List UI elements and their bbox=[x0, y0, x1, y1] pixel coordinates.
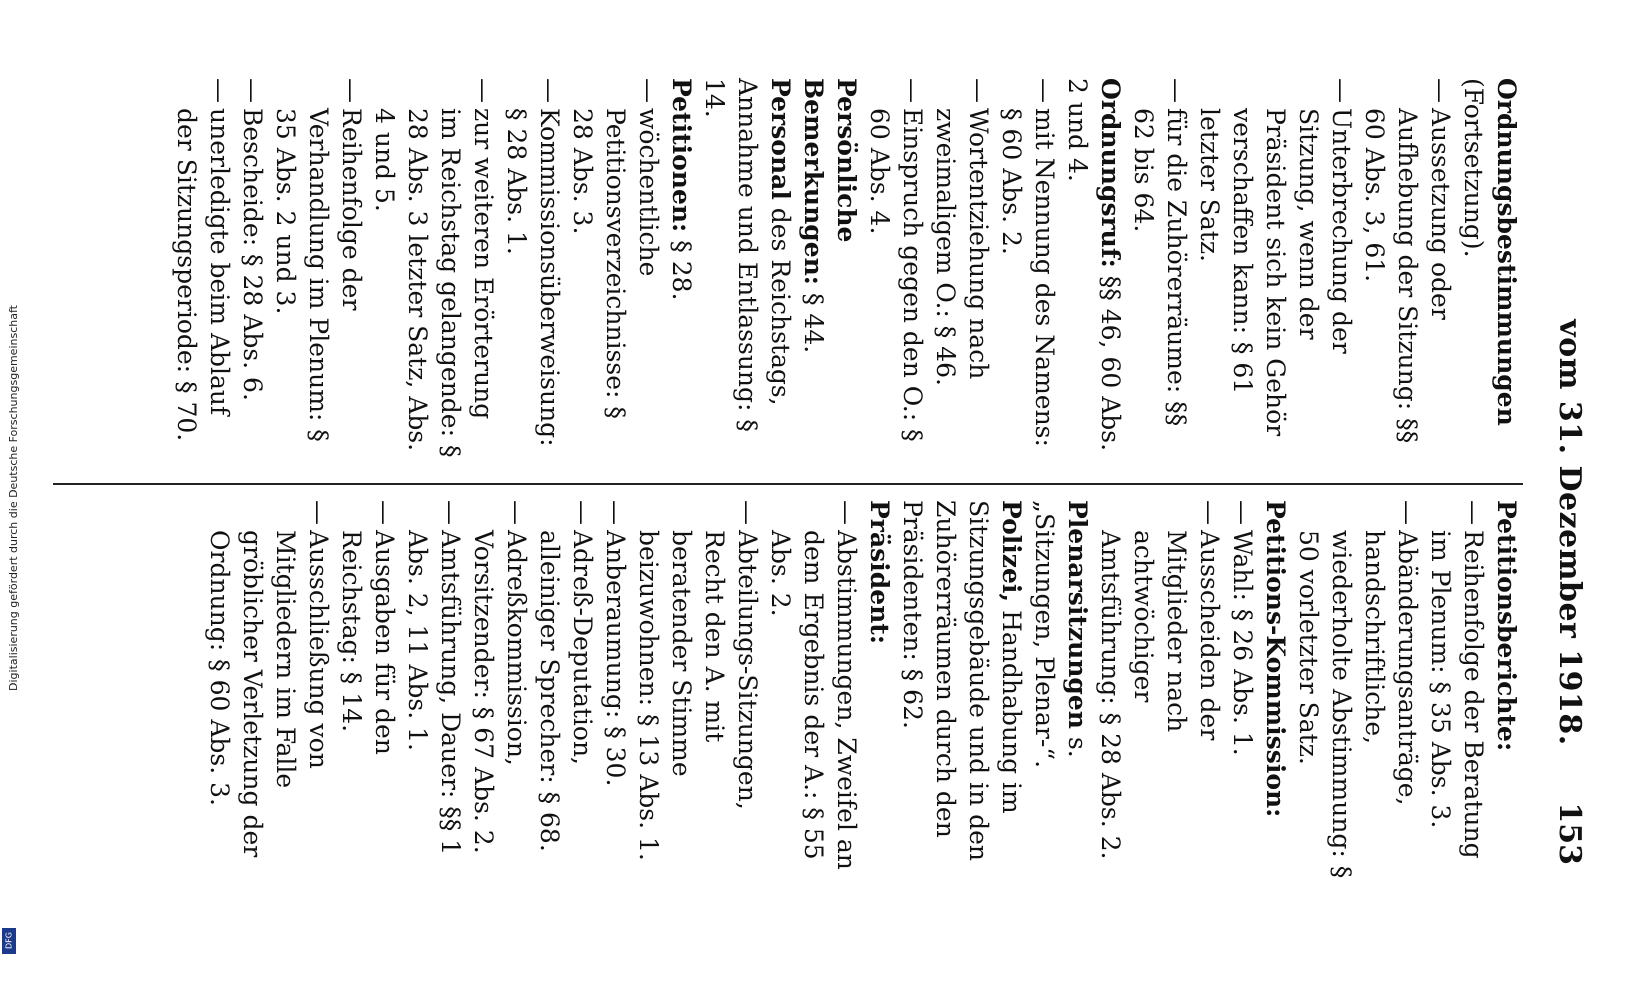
page-header bbox=[1547, 105, 1587, 960]
index-entry bbox=[1028, 500, 1094, 880]
sub-entry: — Anberaumung: § 30. bbox=[599, 500, 632, 880]
sub-entry: — Amtsführung, Dauer: §§ 1 Abs. 2, 11 Abs. 1. bbox=[401, 500, 467, 880]
sub-entry: — Abänderungsanträge, handschriftliche, wiederholte Abstimmung: § 50 vorletzter Satz. bbox=[1292, 500, 1424, 880]
sub-entry: — mit Nennung des Namens: § 60 Abs. 2. bbox=[995, 78, 1061, 458]
entry-text: s. „Sitzungen, Plenar-“. bbox=[1030, 500, 1092, 769]
entry-text: des Reichstags, Annahme und Entlassung: § 14. bbox=[700, 78, 795, 432]
entry-heading: Polizei, bbox=[997, 500, 1026, 603]
index-entry bbox=[1259, 500, 1292, 880]
entry-heading: Plenarsitzungen bbox=[1063, 500, 1092, 729]
index-entry bbox=[863, 500, 896, 880]
sub-entry: — Reihenfolge der Beratung im Plenum: § 35 Abs. 3. bbox=[1424, 500, 1490, 880]
entry-heading: Präsident: bbox=[865, 500, 894, 645]
index-entry bbox=[665, 78, 698, 458]
entry-text: § 44. bbox=[799, 292, 828, 354]
entry-heading: Petitionen: bbox=[667, 78, 696, 233]
index-entry bbox=[1490, 500, 1523, 880]
entry-heading: Ordnungsbestimmungen bbox=[1492, 78, 1521, 426]
entry-text: (Fortsetzung). bbox=[1459, 78, 1488, 258]
sub-entry: — Abteilungs-Sitzungen, Recht den A. mit beratender Stimme beizuwohnen: § 13 Abs. 1. bbox=[632, 500, 764, 880]
sub-entry: — wöchentliche Petitionsverzeichnisse: § 28 Abs. 3. bbox=[566, 78, 665, 458]
sub-entry: — Reihenfolge der Verhandlung im Plenum: § 35 Abs. 2 und 3. bbox=[269, 78, 368, 458]
sub-entry: — Ausschließung von Mitgliedern im Falle gröblicher Verletzung der Ordnung: § 60 Abs. 3. bbox=[203, 500, 335, 880]
sub-entry: — Ausgaben für den Reichstag: § 14. bbox=[335, 500, 401, 880]
index-entry bbox=[1061, 78, 1127, 458]
sub-entry: — unerledigte beim Ablauf der Sitzungsperiode: § 70. bbox=[170, 78, 236, 458]
sub-entry: — für die Zuhörerräume: §§ 62 bis 64. bbox=[1127, 78, 1193, 458]
entry-heading: Petitions-Kommission: bbox=[1261, 500, 1290, 818]
dfg-badge: DFG bbox=[2, 928, 16, 954]
index-entry bbox=[1457, 78, 1523, 458]
sub-entry: — Wortentziehung nach zweimaligem O.: § 46. bbox=[929, 78, 995, 458]
index-entry bbox=[896, 500, 1028, 880]
entry-heading: Petitionsberichte: bbox=[1492, 500, 1521, 752]
sub-entry: — Unterbrechung der Sitzung, wenn der Präsident sich kein Gehör verschaffen kann: § 61 letzter Satz. bbox=[1193, 78, 1358, 458]
page-number: 153 bbox=[1552, 802, 1587, 865]
index-entry bbox=[698, 78, 797, 458]
digitization-footer bbox=[0, 0, 18, 1000]
sub-entry: — zur weiteren Erörterung im Reichstag gelangende: § 28 Abs. 3 letzter Satz, Abs. 4 und 5. bbox=[368, 78, 500, 458]
entry-heading: Persönliche Bemerkungen: bbox=[799, 78, 861, 286]
entry-heading: Ordnungsruf: bbox=[1096, 78, 1125, 268]
column-divider bbox=[53, 483, 1523, 485]
sub-entry: — Abstimmungen, Zweifel an dem Ergebnis der A.: § 55 Abs. 2. bbox=[764, 500, 863, 880]
sub-entry: — Bescheide: § 28 Abs. 6. bbox=[236, 78, 269, 458]
digitization-note: Digitalisierung gefördert durch die Deutsche Forschungsgemeinschaft bbox=[7, 305, 20, 691]
header-date: vom 31. Dezember 1918. bbox=[1552, 319, 1587, 746]
entry-heading: Personal bbox=[766, 78, 795, 200]
index-column-right bbox=[203, 500, 1523, 880]
index-column-left bbox=[170, 78, 1523, 458]
sub-entry: — Aussetzung oder Aufhebung der Sitzung: §§ 60 Abs. 3, 61. bbox=[1358, 78, 1457, 458]
sub-entry: — Einspruch gegen den O.: § 60 Abs. 4. bbox=[863, 78, 929, 458]
index-entry bbox=[797, 78, 863, 458]
sub-entry: — Wahl: § 26 Abs. 1. bbox=[1226, 500, 1259, 880]
entry-text: §§ 46, 60 Abs. 2 und 4. bbox=[1063, 78, 1125, 452]
sub-entry: — Adreß-Deputation, alleiniger Sprecher: § 68. bbox=[533, 500, 599, 880]
entry-text: Handhabung im Sitzungsgebäude und in den Zuhörerräumen durch den Präsidenten: § 62. bbox=[898, 500, 1026, 862]
sub-entry: — Adreßkommission, Vorsitzender: § 67 Abs. 2. bbox=[467, 500, 533, 880]
entry-text: § 28. bbox=[667, 240, 696, 301]
sub-entry: — Ausscheiden der Mitglieder nach achtwöchiger Amtsführung: § 28 Abs. 2. bbox=[1094, 500, 1226, 880]
sub-entry: — Kommissionsüberweisung: § 28 Abs. 1. bbox=[500, 78, 566, 458]
